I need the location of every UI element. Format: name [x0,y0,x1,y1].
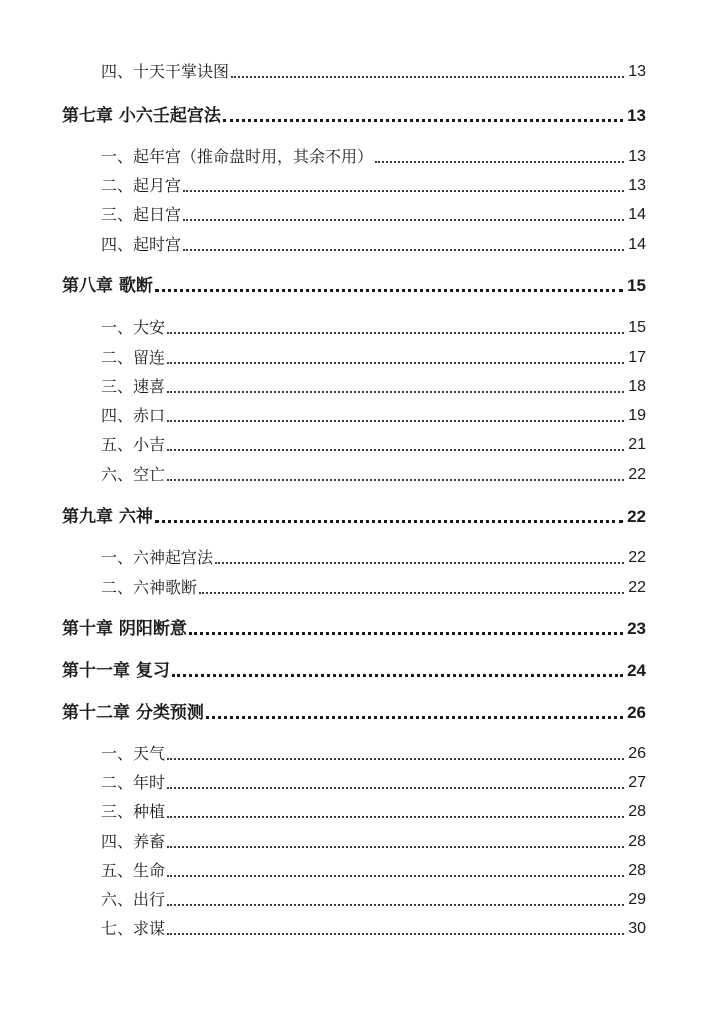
toc-page-number: 21 [628,436,646,453]
toc-dot-leader [167,904,624,906]
toc-dot-leader [167,479,624,481]
toc-dot-leader [183,190,624,192]
toc-section-entry[interactable] [101,917,646,941]
toc-page-number: 30 [628,920,646,937]
toc-chapter-entry[interactable] [62,701,646,725]
toc-page-number: 26 [627,703,646,722]
toc-entry-title: 六、出行 [101,890,166,909]
toc-chapter-entry[interactable] [62,274,646,298]
toc-section-entry[interactable] [101,742,646,766]
toc-page-number: 18 [628,378,646,395]
toc-entry-title: 四、赤口 [101,406,166,425]
toc-page-number: 29 [628,891,646,908]
toc-dot-leader [167,420,624,422]
toc-dot-leader [167,758,624,760]
toc-dot-leader [167,391,624,393]
toc-chapter-entry[interactable] [62,617,646,641]
toc-entry-title: 四、十天干掌诀图 [101,62,230,81]
toc-dot-leader [183,249,624,251]
toc-page-number: 27 [628,774,646,791]
toc-section-entry[interactable] [101,433,646,457]
toc-chapter-entry[interactable] [62,104,646,128]
toc-section-entry[interactable] [101,859,646,883]
toc-section-entry[interactable] [101,888,646,912]
toc-page-number: 22 [628,466,646,483]
toc-entry-title: 五、生命 [101,861,166,880]
toc-dot-leader [183,219,624,221]
toc-section-entry[interactable] [101,375,646,399]
toc-page-number: 17 [628,349,646,366]
toc-section-entry[interactable] [101,233,646,257]
toc-dot-leader [167,332,624,334]
toc-entry-title: 三、种植 [101,802,166,821]
toc-entry-title: 五、小吉 [101,435,166,454]
toc-page-number: 24 [627,661,646,680]
toc-dot-leader [215,562,624,564]
toc-dot-leader [375,161,624,163]
toc-section-entry[interactable] [101,203,646,227]
toc-entry-title: 一、起年宫（推命盘时用，其余不用） [101,147,374,166]
toc-section-entry[interactable] [101,404,646,428]
toc-section-entry[interactable] [101,145,646,169]
toc-entry-title: 二、六神歌断 [101,578,198,597]
toc-entry-title: 第九章 六神 [62,507,153,527]
toc-section-entry[interactable] [101,316,646,340]
toc-section-entry[interactable] [101,800,646,824]
toc-dot-leader [206,716,623,719]
toc-page-number: 22 [627,507,646,526]
toc-page-number: 13 [628,177,646,194]
toc-page-number: 13 [628,63,646,80]
toc-page-number: 28 [628,862,646,879]
toc-dot-leader [167,449,624,451]
toc-page-number: 19 [628,407,646,424]
toc-entry-title: 第八章 歌断 [62,276,153,296]
toc-dot-leader [167,933,624,935]
toc-page-number: 28 [628,803,646,820]
toc-entry-title: 二、年时 [101,773,166,792]
toc-page-number: 23 [627,619,646,638]
toc-entry-title: 三、速喜 [101,377,166,396]
toc-entry-title: 一、大安 [101,318,166,337]
toc-page-number: 14 [628,236,646,253]
toc-page-number: 28 [628,833,646,850]
toc-page-number: 14 [628,206,646,223]
toc-page-number: 15 [627,276,646,295]
toc-dot-leader [167,846,624,848]
toc-entry-title: 七、求谋 [101,919,166,938]
toc-page-number: 22 [628,579,646,596]
toc-page-number: 26 [628,745,646,762]
toc-page-number: 22 [628,549,646,566]
toc-chapter-entry[interactable] [62,659,646,683]
toc-dot-leader [167,875,624,877]
toc-entry-title: 一、天气 [101,744,166,763]
toc-entry-title: 二、留连 [101,348,166,367]
toc-dot-leader [231,76,624,78]
toc-dot-leader [167,816,624,818]
toc-entry-title: 四、起时宫 [101,235,182,254]
toc-dot-leader [155,289,623,292]
toc-section-entry[interactable] [101,346,646,370]
toc-section-entry[interactable] [101,576,646,600]
toc-entry-title: 二、起月宫 [101,176,182,195]
toc-entry-title: 四、养畜 [101,832,166,851]
toc-dot-leader [199,592,624,594]
toc-entry-title: 六、空亡 [101,465,166,484]
toc-entry-title: 第十章 阴阳断意 [62,619,187,639]
toc-entry-title: 三、起日宫 [101,205,182,224]
toc-entry-title: 一、六神起宫法 [101,548,214,567]
toc-dot-leader [223,119,623,122]
toc-entry-title: 第十二章 分类预测 [62,703,204,723]
toc-section-entry[interactable] [101,463,646,487]
toc-section-entry[interactable] [101,60,646,84]
toc-page-number: 13 [628,148,646,165]
toc-page-number: 15 [628,319,646,336]
toc-section-entry[interactable] [101,546,646,570]
toc-dot-leader [167,362,624,364]
toc-entry-title: 第十一章 复习 [62,661,170,681]
toc-dot-leader [172,674,623,677]
toc-entry-title: 第七章 小六壬起宫法 [62,106,221,126]
toc-dot-leader [167,787,624,789]
toc-chapter-entry[interactable] [62,505,646,529]
toc-page-number: 13 [627,106,646,125]
toc-section-entry[interactable] [101,174,646,198]
toc-dot-leader [189,632,623,635]
toc-section-entry[interactable] [101,830,646,854]
toc-section-entry[interactable] [101,771,646,795]
toc-dot-leader [155,520,623,523]
